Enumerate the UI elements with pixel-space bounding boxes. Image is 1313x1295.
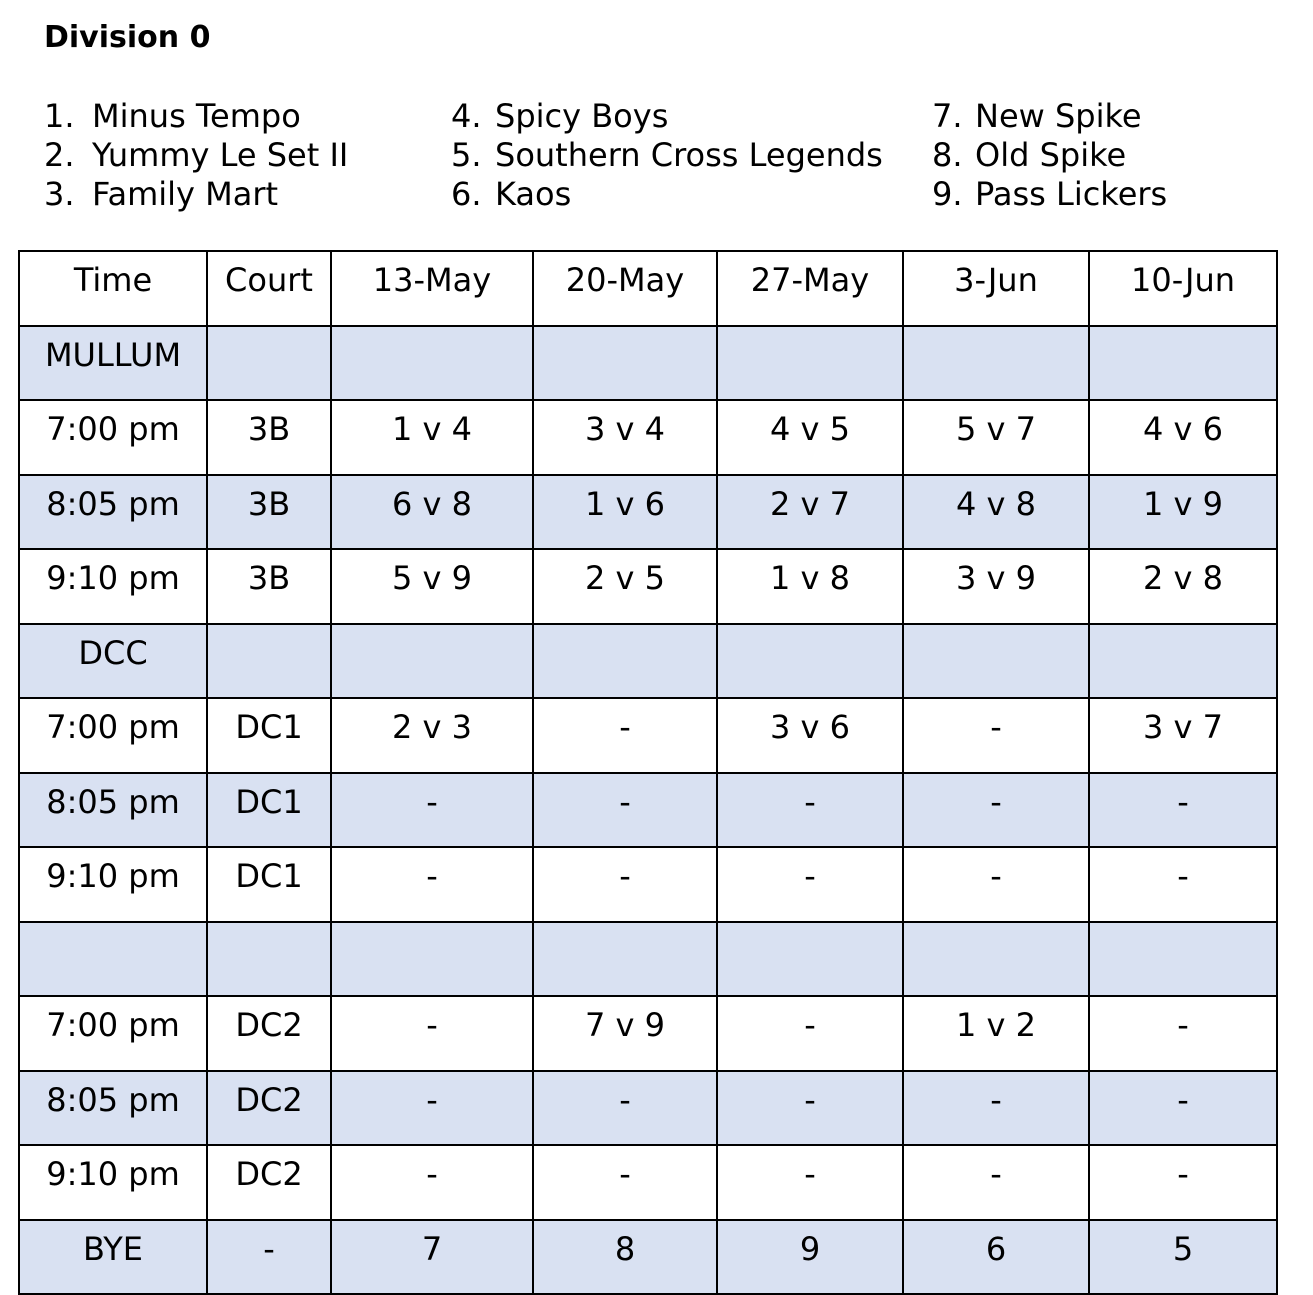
team-name: Old Spike [975,136,1127,174]
table-row [19,996,1277,1071]
team-number: 1. [44,97,75,135]
time-cell: 7:00 pm [19,698,207,773]
match-cell [331,624,533,699]
match-cell: - [331,1145,533,1220]
match-cell: - [533,847,717,922]
match-cell: 1 v 4 [331,400,533,475]
match-cell: 3 v 7 [1089,698,1277,773]
match-cell: - [533,773,717,848]
team-number: 3. [44,175,75,213]
team-number: 7. [932,97,963,135]
match-cell [331,326,533,401]
match-cell: 2 v 8 [1089,549,1277,624]
match-cell [533,326,717,401]
match-cell: - [903,1071,1089,1146]
match-cell [717,624,903,699]
team-name: Yummy Le Set II [92,136,349,174]
match-cell: 1 v 6 [533,475,717,550]
match-cell [717,326,903,401]
match-cell: 5 [1089,1220,1277,1295]
match-cell: - [1089,996,1277,1071]
match-cell: 5 v 9 [331,549,533,624]
match-cell: - [1089,773,1277,848]
table-row [19,698,1277,773]
court-cell: DC1 [207,847,331,922]
match-cell: 6 v 8 [331,475,533,550]
table-row [19,1220,1277,1295]
match-cell: 5 v 7 [903,400,1089,475]
column-header-date: 13-May [331,251,533,326]
time-cell [19,922,207,997]
match-cell: 6 [903,1220,1089,1295]
match-cell: - [717,847,903,922]
match-cell: - [717,1071,903,1146]
court-cell: DC2 [207,1071,331,1146]
court-cell: DC2 [207,1145,331,1220]
match-cell: 1 v 2 [903,996,1089,1071]
time-cell: BYE [19,1220,207,1295]
match-cell [1089,624,1277,699]
match-cell: - [903,847,1089,922]
time-cell: MULLUM [19,326,207,401]
court-cell: DC2 [207,996,331,1071]
time-cell: 7:00 pm [19,400,207,475]
match-cell: - [903,1145,1089,1220]
team-list-column-1 [44,97,348,214]
team-item [451,136,883,175]
match-cell [903,624,1089,699]
match-cell: 1 v 8 [717,549,903,624]
column-header-date: 10-Jun [1089,251,1277,326]
team-list-column-3 [932,97,1167,214]
team-name: Minus Tempo [92,97,301,135]
match-cell: - [331,996,533,1071]
team-number: 5. [451,136,482,174]
match-cell: 4 v 6 [1089,400,1277,475]
match-cell: 9 [717,1220,903,1295]
match-cell: 2 v 3 [331,698,533,773]
team-item [932,175,1167,214]
match-cell: 2 v 5 [533,549,717,624]
match-cell: - [903,698,1089,773]
match-cell [1089,326,1277,401]
team-item [451,97,883,136]
match-cell: - [717,773,903,848]
time-cell: 9:10 pm [19,1145,207,1220]
team-number: 8. [932,136,963,174]
table-row [19,400,1277,475]
team-number: 6. [451,175,482,213]
table-row [19,475,1277,550]
team-number: 9. [932,175,963,213]
match-cell [331,922,533,997]
team-number: 2. [44,136,75,174]
match-cell: 7 [331,1220,533,1295]
table-row [19,1071,1277,1146]
header-row [19,251,1277,326]
time-cell: 8:05 pm [19,773,207,848]
match-cell: - [1089,1145,1277,1220]
match-cell [1089,922,1277,997]
match-cell [903,922,1089,997]
team-name: Pass Lickers [975,175,1168,213]
schedule-table [18,250,1278,1295]
court-cell [207,922,331,997]
match-cell: 2 v 7 [717,475,903,550]
court-cell: 3B [207,400,331,475]
time-cell: 9:10 pm [19,847,207,922]
match-cell: - [331,847,533,922]
table-row [19,1145,1277,1220]
team-item [932,97,1167,136]
column-header-date: 27-May [717,251,903,326]
match-cell: - [903,773,1089,848]
match-cell: 7 v 9 [533,996,717,1071]
page-title: Division 0 [44,20,211,55]
team-name: Spicy Boys [495,97,669,135]
match-cell [717,922,903,997]
column-header-court: Court [207,251,331,326]
match-cell [533,922,717,997]
column-header-date: 3-Jun [903,251,1089,326]
match-cell [533,624,717,699]
match-cell: - [533,1071,717,1146]
column-header-date: 20-May [533,251,717,326]
match-cell: - [1089,1071,1277,1146]
court-cell: - [207,1220,331,1295]
court-cell [207,624,331,699]
court-cell: DC1 [207,698,331,773]
team-item [44,97,348,136]
time-cell: 8:05 pm [19,475,207,550]
table-row [19,773,1277,848]
team-name: New Spike [975,97,1142,135]
court-cell: DC1 [207,773,331,848]
team-list [0,97,1313,217]
match-cell [903,326,1089,401]
team-item [932,136,1167,175]
match-cell: 8 [533,1220,717,1295]
team-list-column-2 [451,97,883,214]
team-name: Family Mart [92,175,279,213]
match-cell: - [331,773,533,848]
match-cell: 4 v 8 [903,475,1089,550]
match-cell: - [717,1145,903,1220]
table-row [19,549,1277,624]
court-cell: 3B [207,549,331,624]
match-cell: 3 v 4 [533,400,717,475]
match-cell: - [331,1071,533,1146]
match-cell: 3 v 9 [903,549,1089,624]
match-cell: - [533,698,717,773]
time-cell: 9:10 pm [19,549,207,624]
match-cell: - [1089,847,1277,922]
time-cell: 7:00 pm [19,996,207,1071]
team-number: 4. [451,97,482,135]
court-cell: 3B [207,475,331,550]
team-name: Southern Cross Legends [495,136,883,174]
table-row [19,922,1277,997]
column-header-time: Time [19,251,207,326]
table-row [19,624,1277,699]
team-name: Kaos [495,175,572,213]
match-cell: - [717,996,903,1071]
team-item [451,175,883,214]
match-cell: 1 v 9 [1089,475,1277,550]
team-item [44,136,348,175]
match-cell: 3 v 6 [717,698,903,773]
match-cell: - [533,1145,717,1220]
table-row [19,847,1277,922]
court-cell [207,326,331,401]
match-cell: 4 v 5 [717,400,903,475]
team-item [44,175,348,214]
time-cell: 8:05 pm [19,1071,207,1146]
table-row [19,326,1277,401]
time-cell: DCC [19,624,207,699]
